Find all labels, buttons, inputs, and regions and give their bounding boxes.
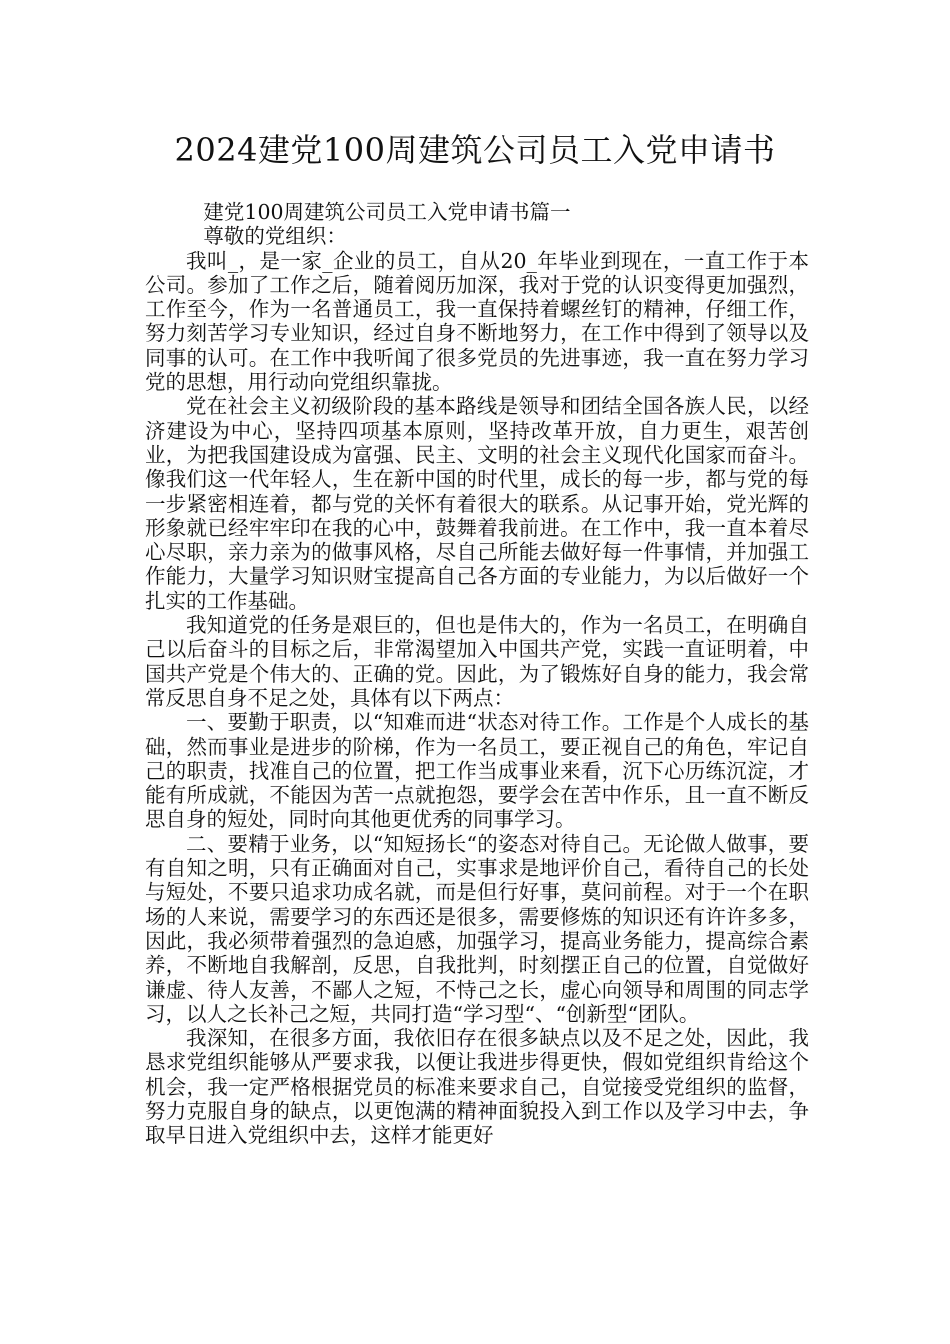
- paragraph-6: 我深知，在很多方面，我依旧存在很多缺点以及不足之处，因此，我恳求党组织能够从严要求我，以便让我进步得更快，假如党组织肯给这个机会，我一定严格根据党员的标准来要求自己，自觉接受党组织的监督，努力克服自身的缺点，以更饱满的精神面貌投入到工作以及学习中去，争取早日进入党组织中去，这样才能更好: [145, 1026, 809, 1148]
- paragraph-3: 我知道党的任务是艰巨的，但也是伟大的，作为一名员工，在明确自己以后奋斗的目标之后，非常渴望加入中国共产党，实践一直证明着，中国共产党是个伟大的、正确的党。因此，为了锻炼好自身的能力，我会常常反思自身不足之处，具体有以下两点：: [145, 613, 809, 710]
- section-heading: 建党100周建筑公司员工入党申请书篇一: [203, 200, 571, 224]
- paragraph-5: 二、要精于业务，以“知短扬长“的姿态对待自己。无论做人做事，要有自知之明，只有正确面对自己，实事求是地评价自己，看待自己的长处与短处，不要只追求功成名就，而是但行好事，莫问前程。对于一个在职场的人来说，需要学习的东西还是很多，需要修炼的知识还有许许多多，因此，我必须带着强烈的急迫感，加强学习，提高业务能力，提高综合素养，不断地自我解剖，反思，自我批判，时刻摆正自己的位置，自觉做好谦虚、待人友善，不鄙人之短，不恃己之长，虚心向领导和周围的同志学习，以人之长补己之短，共同打造“学习型“、“创新型“团队。: [145, 831, 809, 1026]
- document-body: [145, 200, 809, 1148]
- document-title: 2024建党100周建筑公司员工入党申请书: [174, 131, 776, 169]
- paragraph-4: 一、要勤于职责，以“知难而进“状态对待工作。工作是个人成长的基础，然而事业是进步的阶梯，作为一名员工，要正视自己的角色，牢记自己的职责，找准自己的位置，把工作当成事业来看，沉下心历练沉淀，才能有所成就，不能因为苦一点就抱怨，要学会在苦中作乐，且一直不断反思自身的短处，同时向其他更优秀的同事学习。: [145, 710, 809, 832]
- paragraph-2: 党在社会主义初级阶段的基本路线是领导和团结全国各族人民，以经济建设为中心，坚持四项基本原则，坚持改革开放，自力更生，艰苦创业，为把我国建设成为富强、民主、文明的社会主义现代化国家而奋斗。像我们这一代年轻人，生在新中国的时代里，成长的每一步，都与党的每一步紧密相连着，都与党的关怀有着很大的联系。从记事开始，党光辉的形象就已经牢牢印在我的心中，鼓舞着我前进。在工作中，我一直本着尽心尽职，亲力亲为的做事风格，尽自己所能去做好每一件事情，并加强工作能力，大量学习知识财宝提高自己各方面的专业能力，为以后做好一个扎实的工作基础。: [145, 394, 809, 613]
- salutation: 尊敬的党组织：: [203, 224, 347, 249]
- paragraph-1: 我叫_，是一家_企业的员工，自从20_年毕业到现在，一直工作于本公司。参加了工作之后，随着阅历加深，我对于党的认识变得更加强烈，工作至今，作为一名普通员工，我一直保持着螺丝钉的精神，仔细工作，努力刻苦学习专业知识，经过自身不断地努力，在工作中得到了领导以及同事的认可。在工作中我听闻了很多党员的先进事迹，我一直在努力学习党的思想，用行动向党组织靠拢。: [145, 248, 809, 395]
